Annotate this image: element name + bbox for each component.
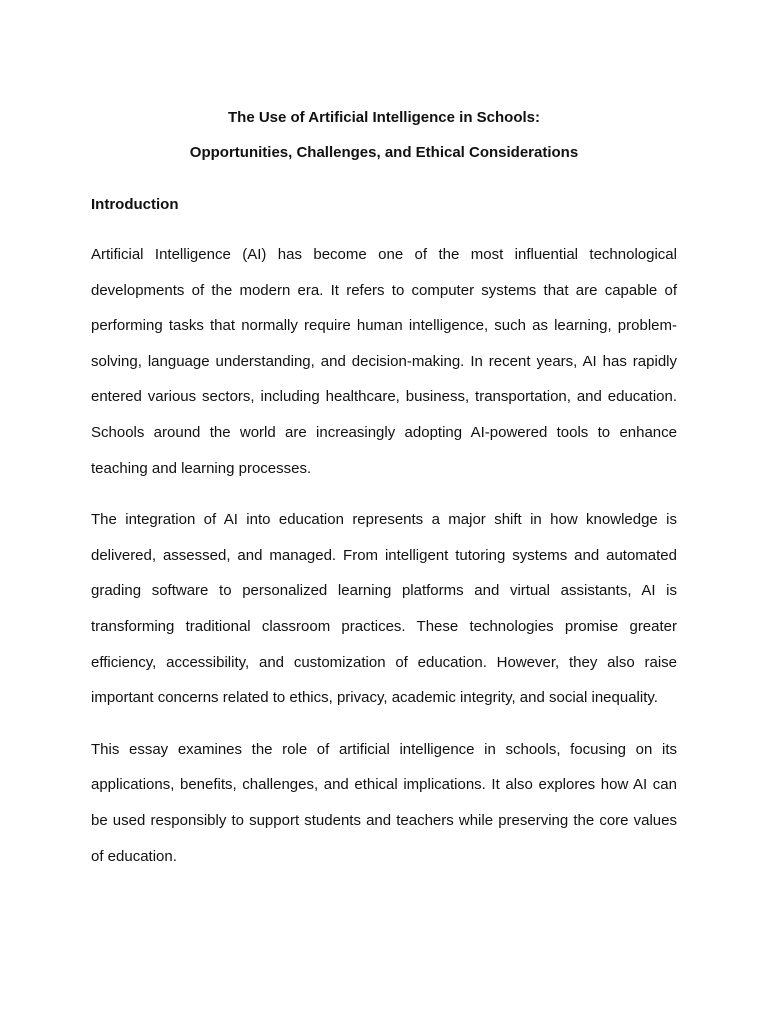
title-block bbox=[91, 108, 677, 163]
document-title: The Use of Artificial Intelligence in Schools: bbox=[228, 109, 540, 126]
document-body bbox=[91, 237, 677, 890]
document-subtitle: Opportunities, Challenges, and Ethical Considerations bbox=[189, 144, 579, 161]
paragraph-1: Artificial Intelligence (AI) has become one of the most influential technological developments of the modern era. It refers to computer systems that are capable of performing tasks that normally require human intelligence, such as learning, problem-solving, language understanding, and decision-making. In recent years, AI has rapidly entered various sectors, including healthcare, business, transportation, and education. Schools around the world are increasingly adopting AI-powered tools to enhance teaching and learning processes. bbox=[91, 246, 677, 477]
paragraph-2: The integration of AI into education represents a major shift in how knowledge is delivered, assessed, and managed. From intelligent tutoring systems and automated grading software to personalized learning platforms and virtual assistants, AI is transforming traditional classroom practices. These technologies promise greater efficiency, accessibility, and customization of education. However, they also raise important concerns related to ethics, privacy, academic integrity, and social inequality. bbox=[91, 511, 677, 707]
section-heading-introduction: Introduction bbox=[91, 196, 179, 213]
paragraph-3: This essay examines the role of artificial intelligence in schools, focusing on its applications, benefits, challenges, and ethical implications. It also explores how AI can be used responsibly to support students and teachers while preserving the core values of education. bbox=[91, 740, 677, 865]
